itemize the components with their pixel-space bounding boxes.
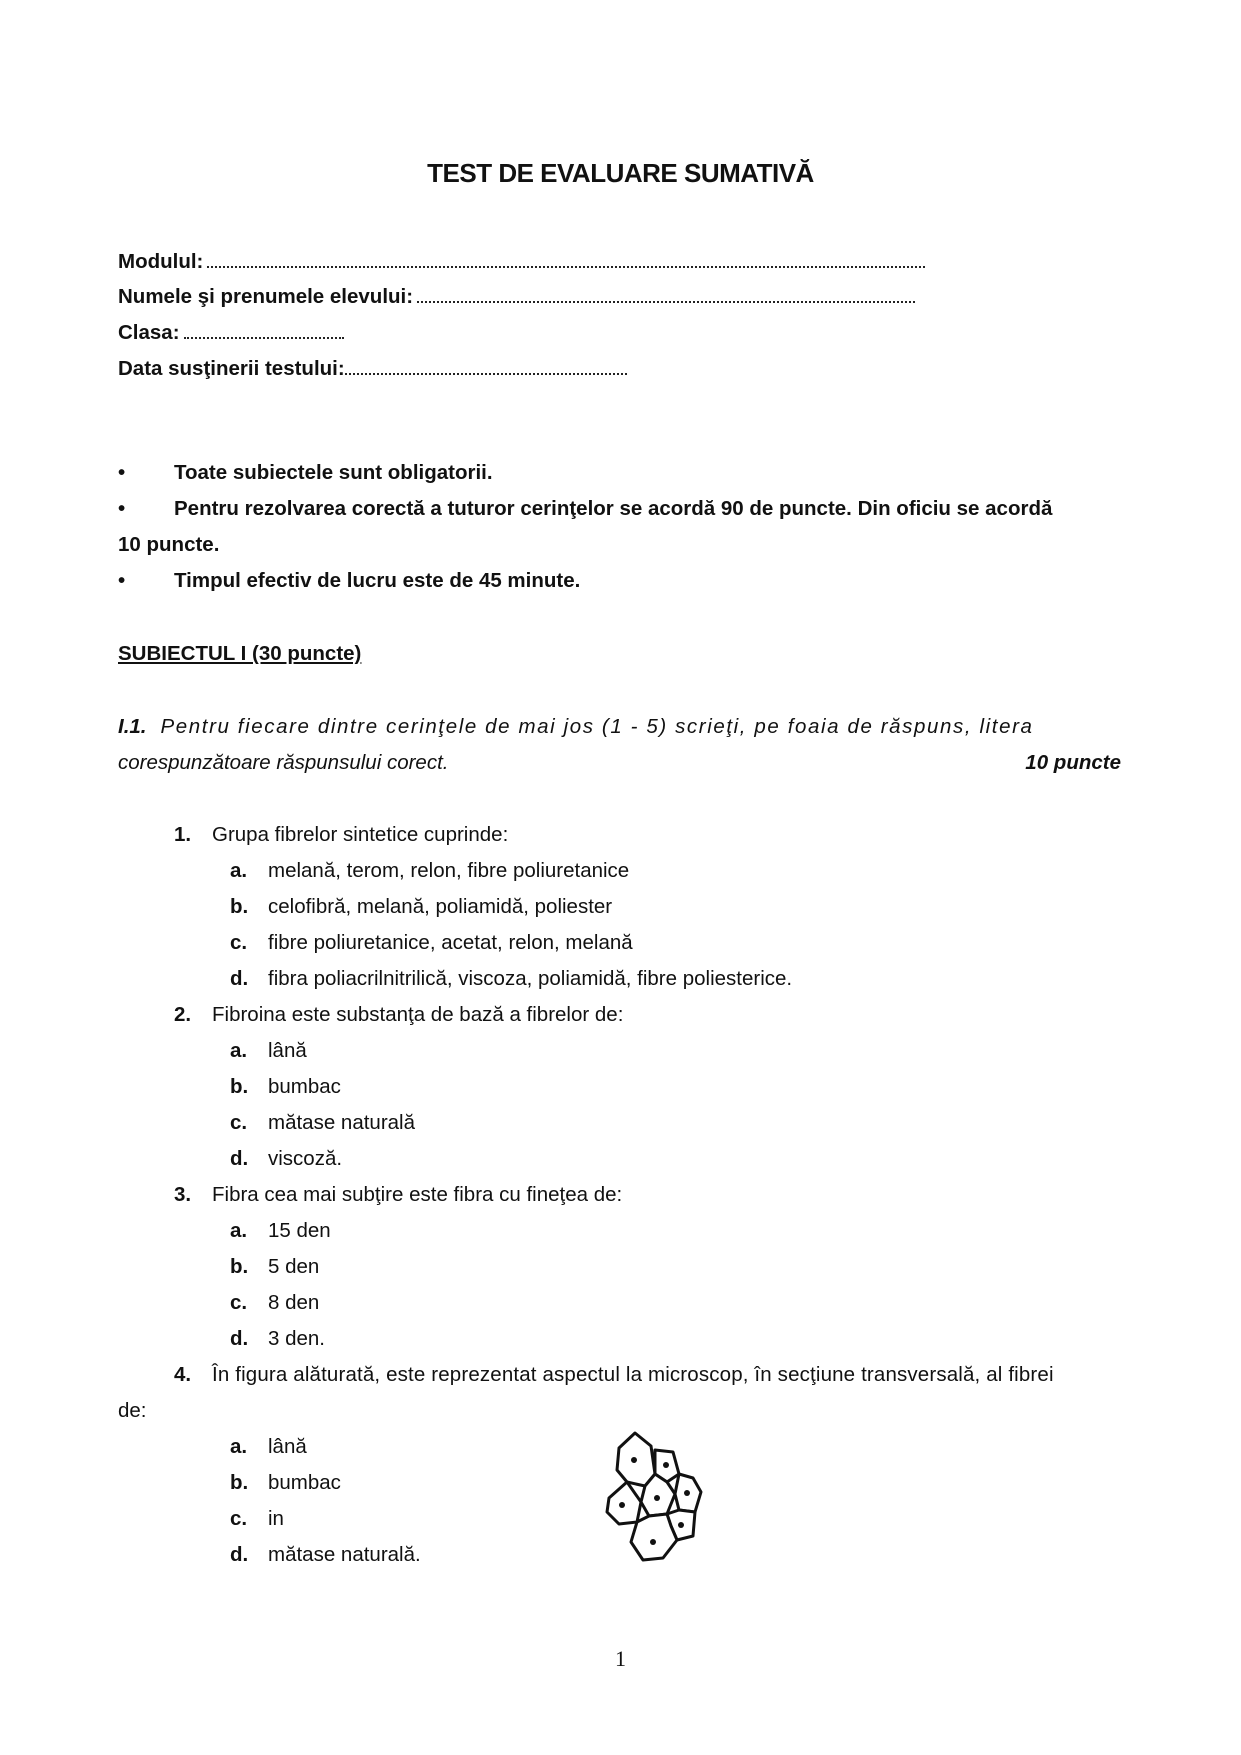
option-letter: d. [230, 1147, 249, 1170]
question-text: Grupa fibrelor sintetice cuprinde: [212, 823, 509, 846]
option-text: viscoză. [268, 1147, 343, 1170]
option-letter: a. [230, 859, 248, 882]
option-text: in [268, 1507, 284, 1530]
answer-option[interactable] [230, 1075, 341, 1099]
option-letter: a. [230, 1039, 248, 1062]
rule-item [118, 497, 1052, 521]
option-text: fibra poliacrilnitrilică, viscoza, poliamidă, fibre poliesterice. [268, 967, 793, 990]
option-letter: c. [230, 931, 248, 954]
document-title: TEST DE EVALUARE SUMATIVĂ [427, 158, 814, 188]
question-3 [174, 1183, 622, 1207]
option-text: celofibră, melană, poliamidă, poliester [268, 895, 613, 918]
rule-item [118, 569, 580, 593]
option-text: 15 den [268, 1219, 331, 1242]
option-text: 8 den [268, 1291, 320, 1314]
option-text: 3 den. [268, 1327, 325, 1350]
bullet-icon: • [118, 569, 126, 592]
answer-option[interactable] [230, 1507, 284, 1531]
answer-option[interactable] [230, 1111, 415, 1135]
field-label: Modulul: [118, 250, 204, 273]
fiber-cross-section-image [605, 1430, 710, 1562]
option-text: melană, terom, relon, fibre poliuretanice [268, 859, 630, 882]
blank-line[interactable] [207, 252, 925, 268]
option-letter: c. [230, 1111, 248, 1134]
field-clasa [118, 321, 344, 345]
option-letter: d. [230, 1543, 249, 1566]
fiber-cell [631, 1514, 677, 1560]
option-letter: a. [230, 1435, 248, 1458]
question-2 [174, 1003, 623, 1027]
option-letter: b. [230, 1255, 249, 1278]
option-letter: a. [230, 1219, 248, 1242]
option-letter: b. [230, 895, 249, 918]
rule-text: Timpul efectiv de lucru este de 45 minute. [174, 569, 581, 592]
option-letter: b. [230, 1471, 249, 1494]
answer-option[interactable] [230, 1039, 307, 1063]
instruction [118, 715, 1121, 739]
question-number: 1. [174, 823, 192, 846]
instruction-number: I.1. [118, 715, 147, 738]
answer-option[interactable] [230, 1327, 325, 1351]
bullet-icon: • [118, 497, 126, 520]
blank-line[interactable] [417, 287, 915, 303]
option-letter: d. [230, 1327, 249, 1350]
instruction-line-2 [118, 751, 1121, 775]
option-text: bumbac [268, 1471, 341, 1494]
field-student-name [118, 285, 915, 309]
answer-option[interactable] [230, 859, 629, 883]
answer-option[interactable] [230, 1543, 421, 1567]
field-label: Clasa: [118, 321, 180, 344]
option-text: lână [268, 1039, 307, 1062]
answer-option[interactable] [230, 1219, 331, 1243]
answer-option[interactable] [230, 1435, 307, 1459]
rule-text: Pentru rezolvarea corectă a tuturor cerinţelor se acordă 90 de puncte. Din oficiu se acordă [174, 497, 1053, 520]
option-letter: b. [230, 1075, 249, 1098]
rule-text: Toate subiectele sunt obligatorii. [174, 461, 493, 484]
field-label: Numele şi prenumele elevului: [118, 285, 414, 308]
question-number: 4. [174, 1363, 192, 1386]
rule-item [118, 461, 493, 485]
option-text: lână [268, 1435, 307, 1458]
option-text: mătase naturală. [268, 1543, 421, 1566]
question-number: 3. [174, 1183, 192, 1206]
field-modulul [118, 250, 925, 274]
question-text: Fibra cea mai subţire este fibra cu fineţea de: [212, 1183, 623, 1206]
answer-option[interactable] [230, 895, 612, 919]
bullet-icon: • [118, 461, 126, 484]
question-number: 2. [174, 1003, 192, 1026]
instruction-text: corespunzătoare răspunsului corect. [118, 751, 449, 774]
option-text: fibre poliuretanice, acetat, relon, melană [268, 931, 633, 954]
option-letter: c. [230, 1291, 248, 1314]
page-number: 1 [615, 1646, 626, 1671]
rule-continuation: 10 puncte. [118, 533, 220, 556]
question-4 [174, 1363, 1121, 1387]
subject-heading: SUBIECTUL I (30 puncte) [118, 642, 362, 665]
instruction-line-1 [118, 715, 1121, 739]
field-label: Data susţinerii testului: [118, 357, 345, 380]
field-test-date [118, 357, 627, 381]
question-text: Fibroina este substanţa de bază a fibrelor de: [212, 1003, 624, 1026]
option-text: 5 den [268, 1255, 320, 1278]
blank-line[interactable] [345, 359, 627, 375]
option-letter: c. [230, 1507, 248, 1530]
option-text: bumbac [268, 1075, 341, 1098]
answer-option[interactable] [230, 1147, 342, 1171]
option-letter: d. [230, 967, 249, 990]
instruction-text: Pentru fiecare dintre cerinţele de mai jos (1 - 5) scrieţi, pe foaia de răspuns, litera [160, 715, 1034, 738]
blank-line[interactable] [184, 323, 344, 339]
option-text: mătase naturală [268, 1111, 416, 1134]
answer-option[interactable] [230, 1471, 341, 1495]
answer-option[interactable] [230, 967, 792, 991]
answer-option[interactable] [230, 1291, 319, 1315]
answer-option[interactable] [230, 931, 633, 955]
answer-option[interactable] [230, 1255, 319, 1279]
instruction-points: 10 puncte [1025, 751, 1121, 774]
question-1 [174, 823, 508, 847]
question-continuation: de: [118, 1399, 147, 1422]
question-text: În figura alăturată, este reprezentat aspectul la microscop, în secţiune transversală, al fibrei [212, 1363, 1054, 1386]
